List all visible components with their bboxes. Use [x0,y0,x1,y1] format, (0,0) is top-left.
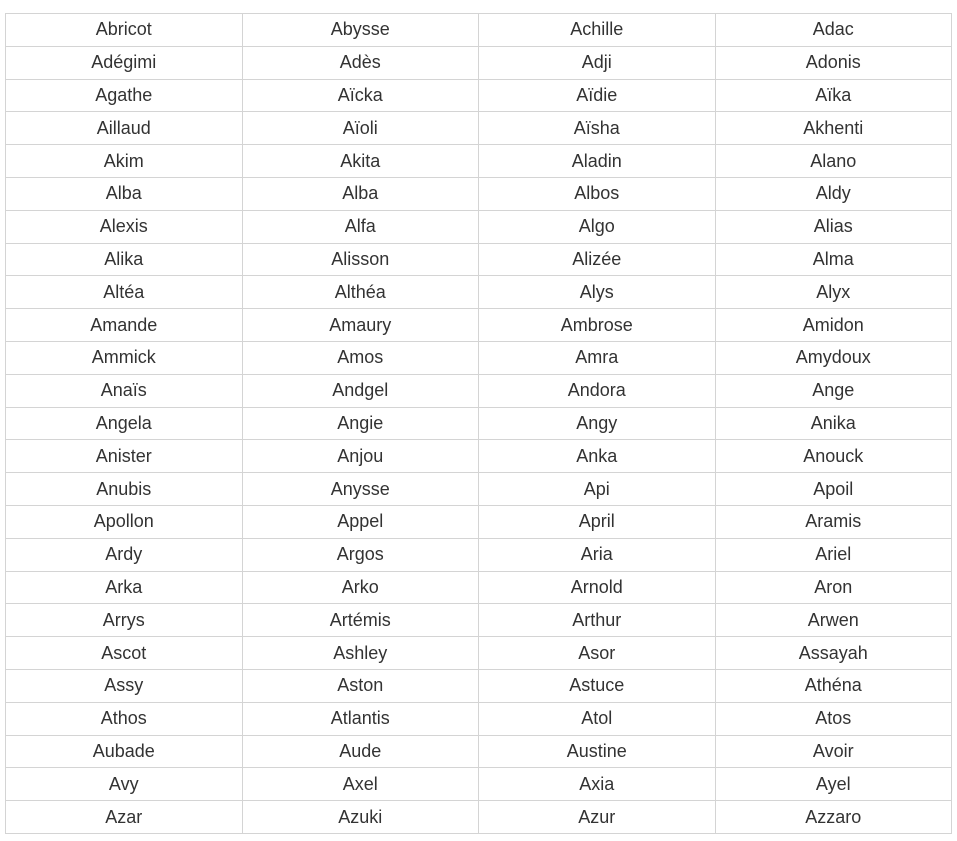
name-cell: Arka [6,571,243,604]
name-cell: Ayel [715,768,952,801]
name-cell: Aramis [715,505,952,538]
name-cell: Ange [715,374,952,407]
name-cell: Arko [242,571,479,604]
name-cell: Appel [242,505,479,538]
name-cell: Aston [242,669,479,702]
name-cell: Altéa [6,276,243,309]
table-row [6,505,952,538]
name-cell: Apoil [715,473,952,506]
name-cell: Azuki [242,801,479,834]
name-cell: Althéa [242,276,479,309]
name-cell: Adégimi [6,46,243,79]
name-cell: Abricot [6,14,243,47]
name-cell: Aron [715,571,952,604]
name-cell: Axia [479,768,716,801]
name-cell: Arnold [479,571,716,604]
name-cell: Anjou [242,440,479,473]
name-cell: Angy [479,407,716,440]
names-table-body [6,14,952,834]
name-cell: Anika [715,407,952,440]
name-cell: Apollon [6,505,243,538]
table-row [6,604,952,637]
name-cell: Aïoli [242,112,479,145]
name-cell: Aïdie [479,79,716,112]
name-cell: Amydoux [715,341,952,374]
name-cell: Alba [6,177,243,210]
name-cell: Aldy [715,177,952,210]
name-cell: Ammick [6,341,243,374]
table-row [6,735,952,768]
name-cell: Alisson [242,243,479,276]
table-row [6,14,952,47]
name-cell: Angela [6,407,243,440]
name-cell: Abysse [242,14,479,47]
name-cell: Alfa [242,210,479,243]
name-cell: Amos [242,341,479,374]
name-cell: Argos [242,538,479,571]
table-row [6,276,952,309]
table-row [6,440,952,473]
name-cell: Ardy [6,538,243,571]
name-cell: Aria [479,538,716,571]
name-cell: Anka [479,440,716,473]
name-cell: Akita [242,145,479,178]
table-row [6,46,952,79]
table-row [6,538,952,571]
name-cell: Ariel [715,538,952,571]
name-cell: Austine [479,735,716,768]
table-row [6,243,952,276]
name-cell: Axel [242,768,479,801]
table-row [6,407,952,440]
name-cell: Alma [715,243,952,276]
name-cell: Assy [6,669,243,702]
table-row [6,210,952,243]
table-row [6,571,952,604]
name-cell: Akhenti [715,112,952,145]
name-cell: Alexis [6,210,243,243]
name-cell: Ascot [6,637,243,670]
names-table [5,13,952,834]
name-cell: Arrys [6,604,243,637]
name-cell: Algo [479,210,716,243]
name-cell: Aïcka [242,79,479,112]
name-cell: Atol [479,702,716,735]
name-cell: Astuce [479,669,716,702]
name-cell: Anouck [715,440,952,473]
table-row [6,768,952,801]
table-row [6,374,952,407]
name-cell: Anysse [242,473,479,506]
name-cell: Alika [6,243,243,276]
name-cell: Aillaud [6,112,243,145]
name-cell: Anister [6,440,243,473]
name-cell: Anubis [6,473,243,506]
table-row [6,145,952,178]
name-cell: Alba [242,177,479,210]
table-row [6,637,952,670]
name-cell: Aïsha [479,112,716,145]
table-row [6,79,952,112]
name-cell: Aubade [6,735,243,768]
table-row [6,669,952,702]
name-cell: Adji [479,46,716,79]
table-row [6,177,952,210]
name-cell: Arwen [715,604,952,637]
name-cell: Aladin [479,145,716,178]
name-cell: Amaury [242,309,479,342]
table-row [6,473,952,506]
name-cell: Amra [479,341,716,374]
table-row [6,309,952,342]
name-cell: Alyx [715,276,952,309]
name-cell: Alias [715,210,952,243]
name-cell: Andora [479,374,716,407]
name-cell: Api [479,473,716,506]
name-cell: Albos [479,177,716,210]
name-cell: Artémis [242,604,479,637]
name-cell: Azzaro [715,801,952,834]
name-cell: Avy [6,768,243,801]
table-row [6,801,952,834]
name-cell: Atlantis [242,702,479,735]
name-cell: Achille [479,14,716,47]
name-cell: April [479,505,716,538]
name-cell: Arthur [479,604,716,637]
name-cell: Angie [242,407,479,440]
name-cell: Alano [715,145,952,178]
name-cell: Ashley [242,637,479,670]
name-cell: Azar [6,801,243,834]
name-cell: Amande [6,309,243,342]
name-cell: Adès [242,46,479,79]
name-cell: Amidon [715,309,952,342]
name-cell: Avoir [715,735,952,768]
name-cell: Athéna [715,669,952,702]
table-row [6,112,952,145]
name-cell: Aude [242,735,479,768]
name-cell: Anaïs [6,374,243,407]
name-cell: Assayah [715,637,952,670]
name-cell: Andgel [242,374,479,407]
name-cell: Alys [479,276,716,309]
table-row [6,341,952,374]
name-cell: Adonis [715,46,952,79]
name-cell: Asor [479,637,716,670]
name-cell: Athos [6,702,243,735]
name-cell: Atos [715,702,952,735]
name-cell: Akim [6,145,243,178]
name-cell: Azur [479,801,716,834]
name-cell: Aïka [715,79,952,112]
name-cell: Agathe [6,79,243,112]
name-cell: Adac [715,14,952,47]
name-cell: Alizée [479,243,716,276]
table-row [6,702,952,735]
name-cell: Ambrose [479,309,716,342]
